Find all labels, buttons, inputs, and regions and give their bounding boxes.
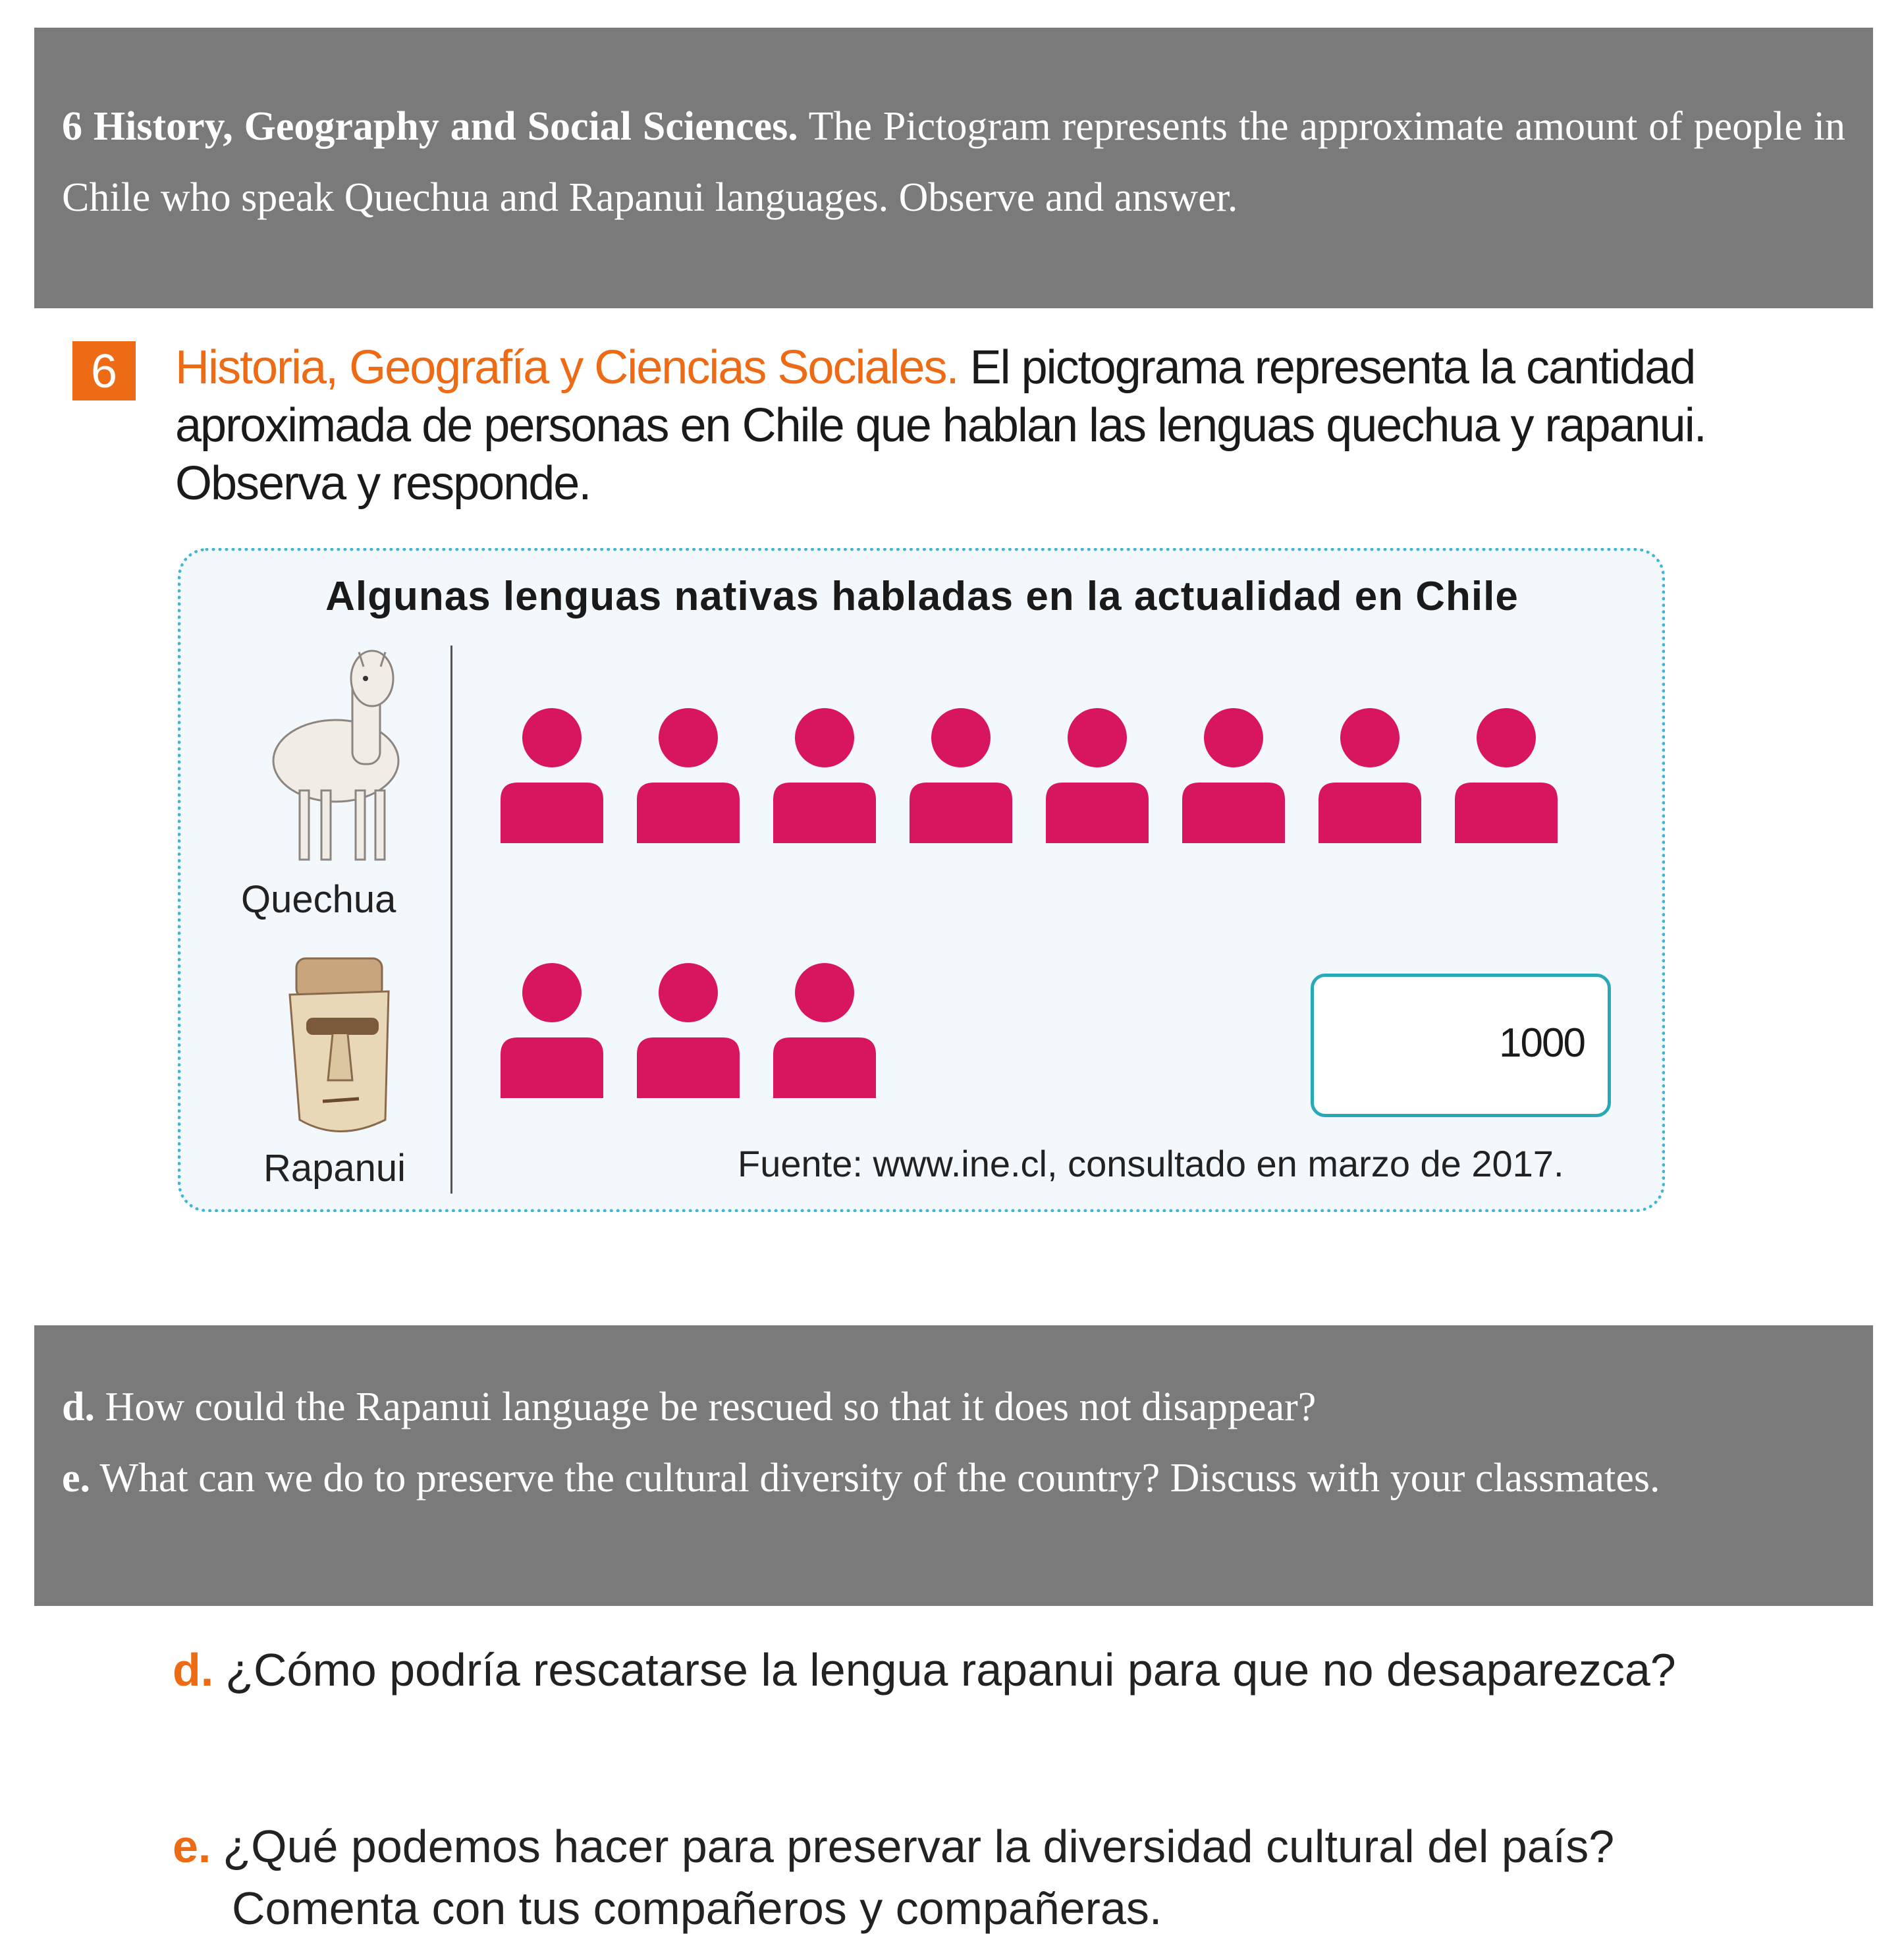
person-icon-quechua-6 <box>1182 708 1285 843</box>
exercise-text-1: El pictograma representa la cantidad <box>969 341 1695 394</box>
llama-icon <box>273 651 398 860</box>
person-icon-rapanui-1 <box>501 963 603 1098</box>
moai-icon <box>290 958 389 1132</box>
chart-title: Algunas lenguas nativas habladas en la actualidad en Chile <box>325 574 1519 619</box>
exercise-text-2: aproximada de personas en Chile que hablan las lenguas quechua y rapanui. <box>175 399 1706 452</box>
exercise-text-3: Observa y responde. <box>175 457 591 510</box>
person-icon-quechua-1 <box>501 708 603 843</box>
person-icon-quechua-8 <box>1455 708 1558 843</box>
person-icon-quechua-7 <box>1319 708 1421 843</box>
exercise-heading: Historia, Geografía y Ciencias Sociales. <box>175 341 958 394</box>
english-translation-banner-bottom <box>34 1325 1873 1606</box>
question-d: d. ¿Cómo podría rescatarse la lengua rapanui para que no desaparezca? <box>173 1644 1676 1696</box>
person-icon-quechua-2 <box>637 708 740 843</box>
category-label-quechua: Quechua <box>241 878 396 921</box>
person-icon-quechua-3 <box>773 708 876 843</box>
question-e: e. ¿Qué podemos hacer para preservar la diversidad cultural del país? Comenta con tus compañeros y compañeras. <box>173 1821 1615 1934</box>
banner-question-d: d. How could the Rapanui language be rescued so that it does not disappear? <box>62 1385 1317 1429</box>
person-icon-quechua-4 <box>910 708 1012 843</box>
key-value: 1000 <box>1499 1020 1585 1066</box>
banner-heading: 6 History, Geography and Social Sciences. <box>62 104 798 149</box>
person-icon-rapanui-2 <box>637 963 740 1098</box>
chart-source: Fuente: www.ine.cl, consultado en marzo de 2017. <box>738 1143 1564 1184</box>
person-icon-rapanui-3 <box>773 963 876 1098</box>
banner-text: The Pictogram represents the approximate amount of people in Chile who speak Quechua and Rapanui languages. Observe and answer. <box>62 104 1845 220</box>
category-label-rapanui: Rapanui <box>263 1147 406 1190</box>
person-icon-quechua-5 <box>1046 708 1149 843</box>
banner-question-e: e. What can we do to preserve the cultural diversity of the country? Discuss with your classmates. <box>62 1456 1660 1501</box>
exercise-number-badge: 6 <box>72 341 136 400</box>
